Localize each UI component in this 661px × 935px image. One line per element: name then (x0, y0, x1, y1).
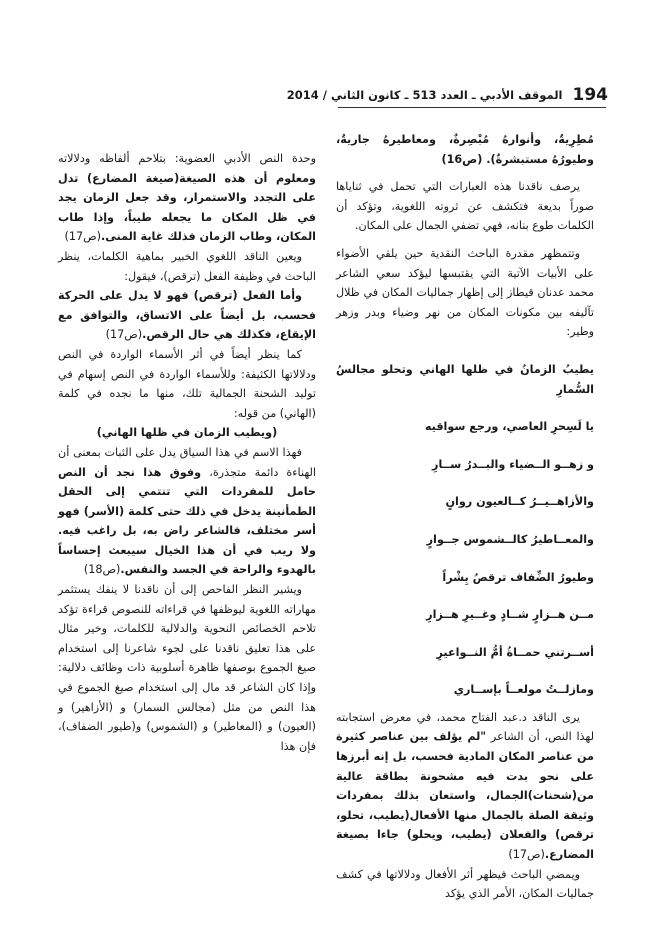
verse-line: والأزاهــيــرُ كــالعيون روانٍ (445, 495, 594, 509)
paragraph: مُطِرِيةٌ، وأنوارهُ مُبْصِرةٌ، ومعاطيرهُ جاريةٌ، وطيورُهُ مستبشرةٌ). (ص16) (336, 133, 594, 166)
verse-line: يا لَسِحرِ العاصي، ورجع سواقيه (424, 420, 594, 434)
running-title: الموقف الأدبي ـ العدد 513 ـ كانون الثاني / 2014 (286, 88, 563, 102)
paragraph-text: وحدة النص الأدبي العضوية: بتلاحم ألفاظه ودلالاته (58, 152, 316, 165)
verse-line: مــن هــزارٍ شــادٍ وغــيرِ هــزارِ (426, 608, 594, 622)
paragraph-text: يرى الناقد د.عبد الفتاح محمد، في معرض استجابته لهذا النص، أن الشاعر (336, 710, 595, 744)
paragraph (58, 443, 316, 580)
verse-line: يطيبُ الزمانُ في ظلها الهاني وتحلو مجالسُ السُّمارِ (336, 362, 594, 396)
page-ref: (ص17) (508, 848, 545, 862)
paragraph (58, 286, 316, 345)
page-ref: (ص18) (83, 563, 121, 577)
paragraph: يرصف ناقدنا هذه العبارات التي تحمل في ثناياها صوراً بديعة فتكشف عن ثروته اللغوية، وتؤكد أن الكلمات طوع بنانه، فهي تضفي الجمال على المكان. (336, 180, 594, 233)
page-number: 194 (572, 85, 608, 105)
quoted-verse: (ويطيب الزمان في ظلها الهاني) (96, 426, 278, 440)
header-divider (338, 107, 606, 108)
right-column (336, 130, 594, 904)
quote-text: ومعلوم أن هذه الصيغة(صيغة المضارع) تدل على التجدد والاستمرار، وقد جعل الزمان يجد في ظل المكان ما يجعله طيباً، وإذا طاب المكان، وطاب الزمان فذلك غاية المنى. (58, 171, 316, 244)
verse-line: أســرتني حمــاةُ أمُّ النــواعيرِ (436, 645, 594, 659)
verse-line: ومازلــتُ مولعــاً بإســاري (453, 683, 594, 697)
verse-line: والمعــاطيرُ كالــشموس جــوارٍ (426, 532, 594, 546)
verse-line: و زهــو الــضياء والبــدرُ ســارِ (432, 457, 594, 471)
paragraph: وتتمظهر مقدرة الباحث النقدية حين يلقي الأضواء على الأبيات الآتية التي يقتبسها ليؤكد سعي الشاعر محمد عدنان قيطاز إلى إظهار جماليات المكان في ظلال تآليفه بين مكونات المكان من نهر وضياء وبدر وزهر وطير: (336, 246, 594, 339)
paragraph: كما ينظر أيضاً في أثر الأسماء الواردة في النص ودلالاتها الكثيفة: وللأسماء الواردة في النص إسهام في توليد الشحنة الجمالية تلك، منها ما نجده في كلمة (الهاني) من قوله: (58, 347, 316, 420)
paragraph: ويعين الناقد اللغوي الخبير بماهية الكلمات، ينظر الباحث في وظيفة الفعل (ترقص)، فيقول: (58, 249, 316, 283)
left-column (58, 149, 316, 756)
page-ref: (ص17) (64, 230, 101, 244)
paragraph: ويمضي الباحث فيظهر أثر الأفعال ودلالاتها في كشف جماليات المكان، الأمر الذي يؤكد (336, 867, 594, 901)
quote-text: وأما الفعل (ترقص) فهو لا يدل على الحركة فحسب، بل أيضاً على الاتساق، والتوافق مع الإيقاع، فكذلك هي حال الرقص. (58, 289, 316, 342)
paragraph-text: فهذا الاسم في هذا السياق يدل على الثبات بمعنى أن الهناءة دائمة متجذرة، (58, 445, 316, 479)
quote-text: "لم يؤلف بين عناصر كثيرة من عناصر المكان المادية فحسب، بل إنه أبرزها على نحو بدت فيه مشحونة بطاقة عالية من(شحنات)الجمال، واستعان بذلك بمفردات وثيقة الصلة بالجمال منها الأفعال(يطيب، تحلو، ترقص) والفعلان (يطيب، ويحلو) جاءا بصيغة المضارع. (336, 730, 594, 862)
paragraph (336, 708, 594, 865)
quote-text: وفوق هذا نجد أن النص حامل للمفردات التي تنتمي إلى الحقل الطمأنينة يدخل في ذلك حتى كلمة (الأسر) فهو أسر مختلف، فالشاعر راض به، بل راغب فيه. ولا ريب في أن هذا الخيال سيبعث إحساساً بالهدوء والراحة في الجسد والنفس. (58, 465, 316, 577)
page-header (286, 84, 608, 106)
paragraph: ويشير النظر الفاحص إلى أن ناقدنا لا ينفك يستثمر مهاراته اللغوية ليوظفها في قراءاته للنصوص قراءة تؤكد تلاحم الخصائص النحوية والدلالية للكلمات، وخير مثال على هذا تعليق ناقدنا على لجوء شاعرنا إلى استخدام صيغ الجموع بوصفها ظاهرة أسلوبية ذات وظائف دلالية: وإذا كان الشاعر قد مال إلى استخدام صيغ الجموع في هذا النص من مثل (مجالس السمار) و (الأزاهير) و (العيون) و (المعاطير) و (الشموس) و(طيور الضفاف)، فإن هذا (58, 583, 316, 753)
verse-line: وطيورُ الضِّفاف ترقصُ بِشْراً (442, 570, 594, 584)
page-ref: (ص17) (105, 328, 143, 342)
paragraph (58, 149, 316, 247)
